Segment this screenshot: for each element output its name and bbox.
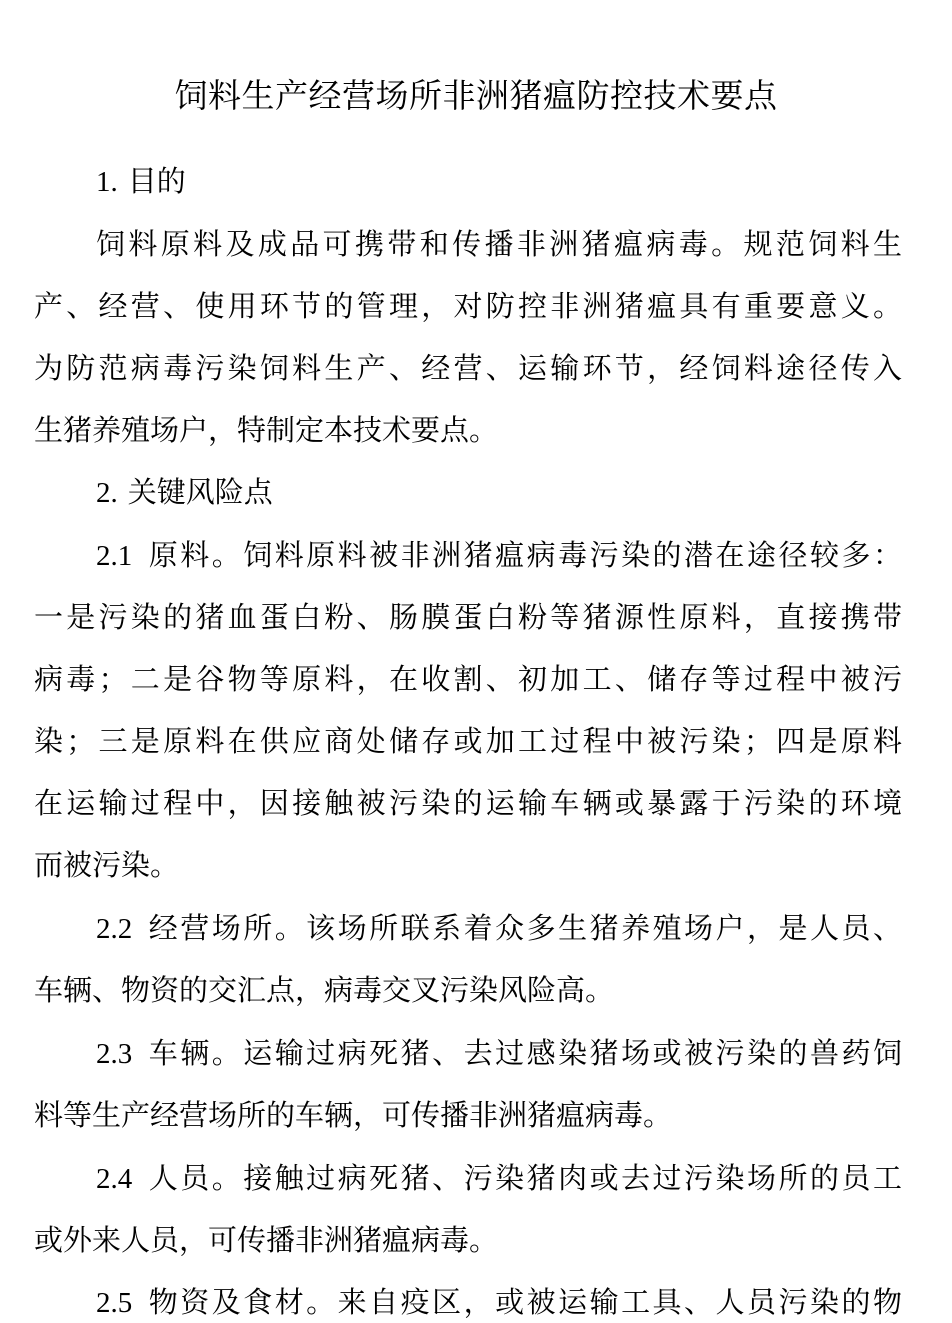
paragraph-line: 在运输过程中，因接触被污染的运输车辆或暴露于污染的环境 xyxy=(34,786,902,820)
subsection-number: 2.2 xyxy=(96,913,133,945)
paragraph-line: 生猪养殖场户，特制定本技术要点。 xyxy=(34,413,499,447)
subsection-number: 2.4 xyxy=(96,1163,133,1195)
paragraph-line: 料等生产经营场所的车辆，可传播非洲猪瘟病毒。 xyxy=(34,1098,673,1132)
paragraph-line: 为防范病毒污染饲料生产、经营、运输环节，经饲料途径传入 xyxy=(34,351,902,385)
subsection-2-3-first-line xyxy=(96,1033,902,1074)
paragraph-line: 车辆、物资的交汇点，病毒交叉污染风险高。 xyxy=(34,973,615,1007)
paragraph-line: 染；三是原料在供应商处储存或加工过程中被污染；四是原料 xyxy=(34,724,902,758)
subsection-2-2-first-line xyxy=(96,908,902,949)
section-heading-text: 关键风险点 xyxy=(127,475,273,509)
paragraph-line: 产、经营、使用环节的管理，对防控非洲猪瘟具有重要意义。 xyxy=(34,289,902,323)
section-heading-text: 目的 xyxy=(127,164,186,198)
section-number: 2. xyxy=(96,477,118,509)
subsection-number: 2.3 xyxy=(96,1038,133,1070)
subsection-text: 原料。饲料原料被非洲猪瘟病毒污染的潜在途径较多： xyxy=(146,538,902,572)
subsection-text: 车辆。运输过病死猪、去过感染猪场或被污染的兽药饲 xyxy=(146,1036,902,1070)
subsection-number: 2.1 xyxy=(96,540,133,572)
section-number: 1. xyxy=(96,166,118,198)
subsection-text: 经营场所。该场所联系着众多生猪养殖场户，是人员、 xyxy=(146,911,902,945)
paragraph-line: 或外来人员，可传播非洲猪瘟病毒。 xyxy=(34,1223,499,1257)
subsection-2-4-first-line xyxy=(96,1158,902,1199)
section-heading-2 xyxy=(96,472,902,513)
subsection-number: 2.5 xyxy=(96,1287,133,1319)
paragraph-line: 一是污染的猪血蛋白粉、肠膜蛋白粉等猪源性原料，直接携带 xyxy=(34,600,902,634)
subsection-text: 物资及食材。来自疫区，或被运输工具、人员污染的物 xyxy=(146,1285,902,1319)
paragraph-line: 病毒；二是谷物等原料，在收割、初加工、储存等过程中被污 xyxy=(34,662,902,696)
paragraph-line: 而被污染。 xyxy=(34,848,180,882)
subsection-2-5-first-line xyxy=(96,1282,902,1323)
document-title: 饲料生产经营场所非洲猪瘟防控技术要点 xyxy=(174,76,778,115)
subsection-text: 人员。接触过病死猪、污染猪肉或去过污染场所的员工 xyxy=(146,1161,902,1195)
subsection-2-1-first-line xyxy=(96,535,902,576)
paragraph-line: 饲料原料及成品可携带和传播非洲猪瘟病毒。规范饲料生 xyxy=(96,227,902,261)
section-heading-1 xyxy=(96,161,902,202)
